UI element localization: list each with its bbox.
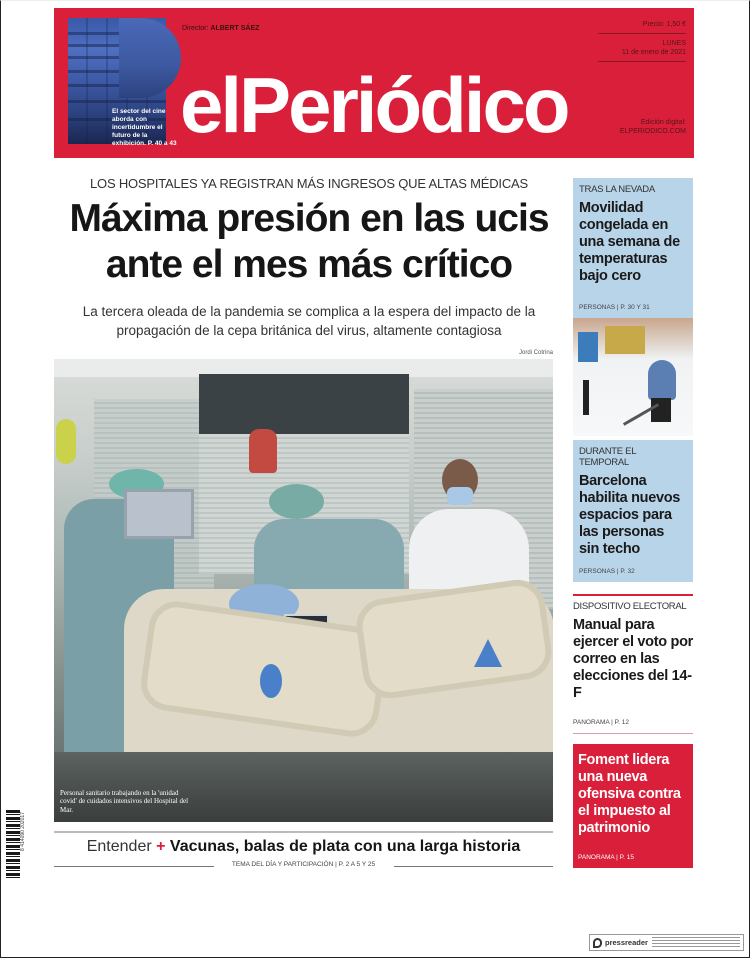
edition-site-link[interactable]: ELPERIODICO.COM [619, 128, 686, 135]
main-subhead: La tercera oleada de la pandemia se complica a la espera del impacto de la propagación de la cepa británica del virus, altamente contagiosa [82, 304, 536, 338]
price: Precio: 1,50 € [642, 21, 686, 28]
cinema-teaser[interactable]: El sector del cine aborda con incertidumbre el futuro de la exhibición. P. 40 a 43 [112, 108, 177, 147]
masthead-info [598, 20, 686, 135]
pressreader-fineprint [652, 937, 740, 948]
issue-day: LUNES [662, 40, 686, 47]
main-headline[interactable]: Máxima presión en las ucis ante el mes más crítico [69, 197, 549, 286]
barcode [6, 810, 20, 878]
sidebar-item-electoral[interactable]: DISPOSITIVO ELECTORAL Manual para ejercer el voto por correo en las elecciones del 14-F PANORAMA | P. 12 [573, 594, 693, 734]
masthead [54, 8, 694, 158]
plus-icon: + [156, 838, 166, 855]
edition-label: Edición digital: [640, 119, 686, 126]
pressreader-badge[interactable]: pressreader [589, 934, 744, 951]
newspaper-logo[interactable]: elPeriódico [180, 61, 568, 149]
barcode-digits: 8 414090 202017 [20, 812, 26, 851]
divider [54, 831, 553, 833]
sidebar-item-nevada[interactable]: TRAS LA NEVADA Movilidad congelada en una semana de temperaturas bajo cero PERSONAS | P. 30 Y 31 [573, 178, 693, 318]
sidebar-item-temporal[interactable]: DURANTE EL TEMPORAL Barcelona habilita nuevos espacios para las personas sin techo PERSONAS | P. 32 [573, 440, 693, 582]
icu-photo[interactable] [54, 359, 553, 822]
issue-date: 11 de enero de 2021 [621, 49, 686, 56]
entender-ref: TEMA DEL DÍA Y PARTICIPACIÓN | P. 2 A 5 Y 25 [54, 860, 553, 872]
sidebar-item-foment[interactable]: Foment lidera una nueva ofensiva contra el impuesto al patrimonio PANORAMA | P. 15 [573, 744, 693, 868]
pressreader-logo-icon [593, 938, 602, 948]
logo-p-bowl [119, 18, 181, 98]
entender-headline[interactable]: Entender + Vacunas, balas de plata con una larga historia [86, 838, 521, 855]
director-credit: Director: ALBERT SÁEZ [182, 25, 260, 32]
photo-caption: Personal sanitario trabajando en la 'unidad covid' de cuidados intensivos del Hospital del Mar. [60, 788, 189, 814]
snow-photo[interactable] [573, 318, 693, 436]
main-kicker: LOS HOSPITALES YA REGISTRAN MÁS INGRESOS QUE ALTAS MÉDICAS [90, 176, 528, 191]
photo-credit: Jordi Cotrina [518, 350, 553, 356]
